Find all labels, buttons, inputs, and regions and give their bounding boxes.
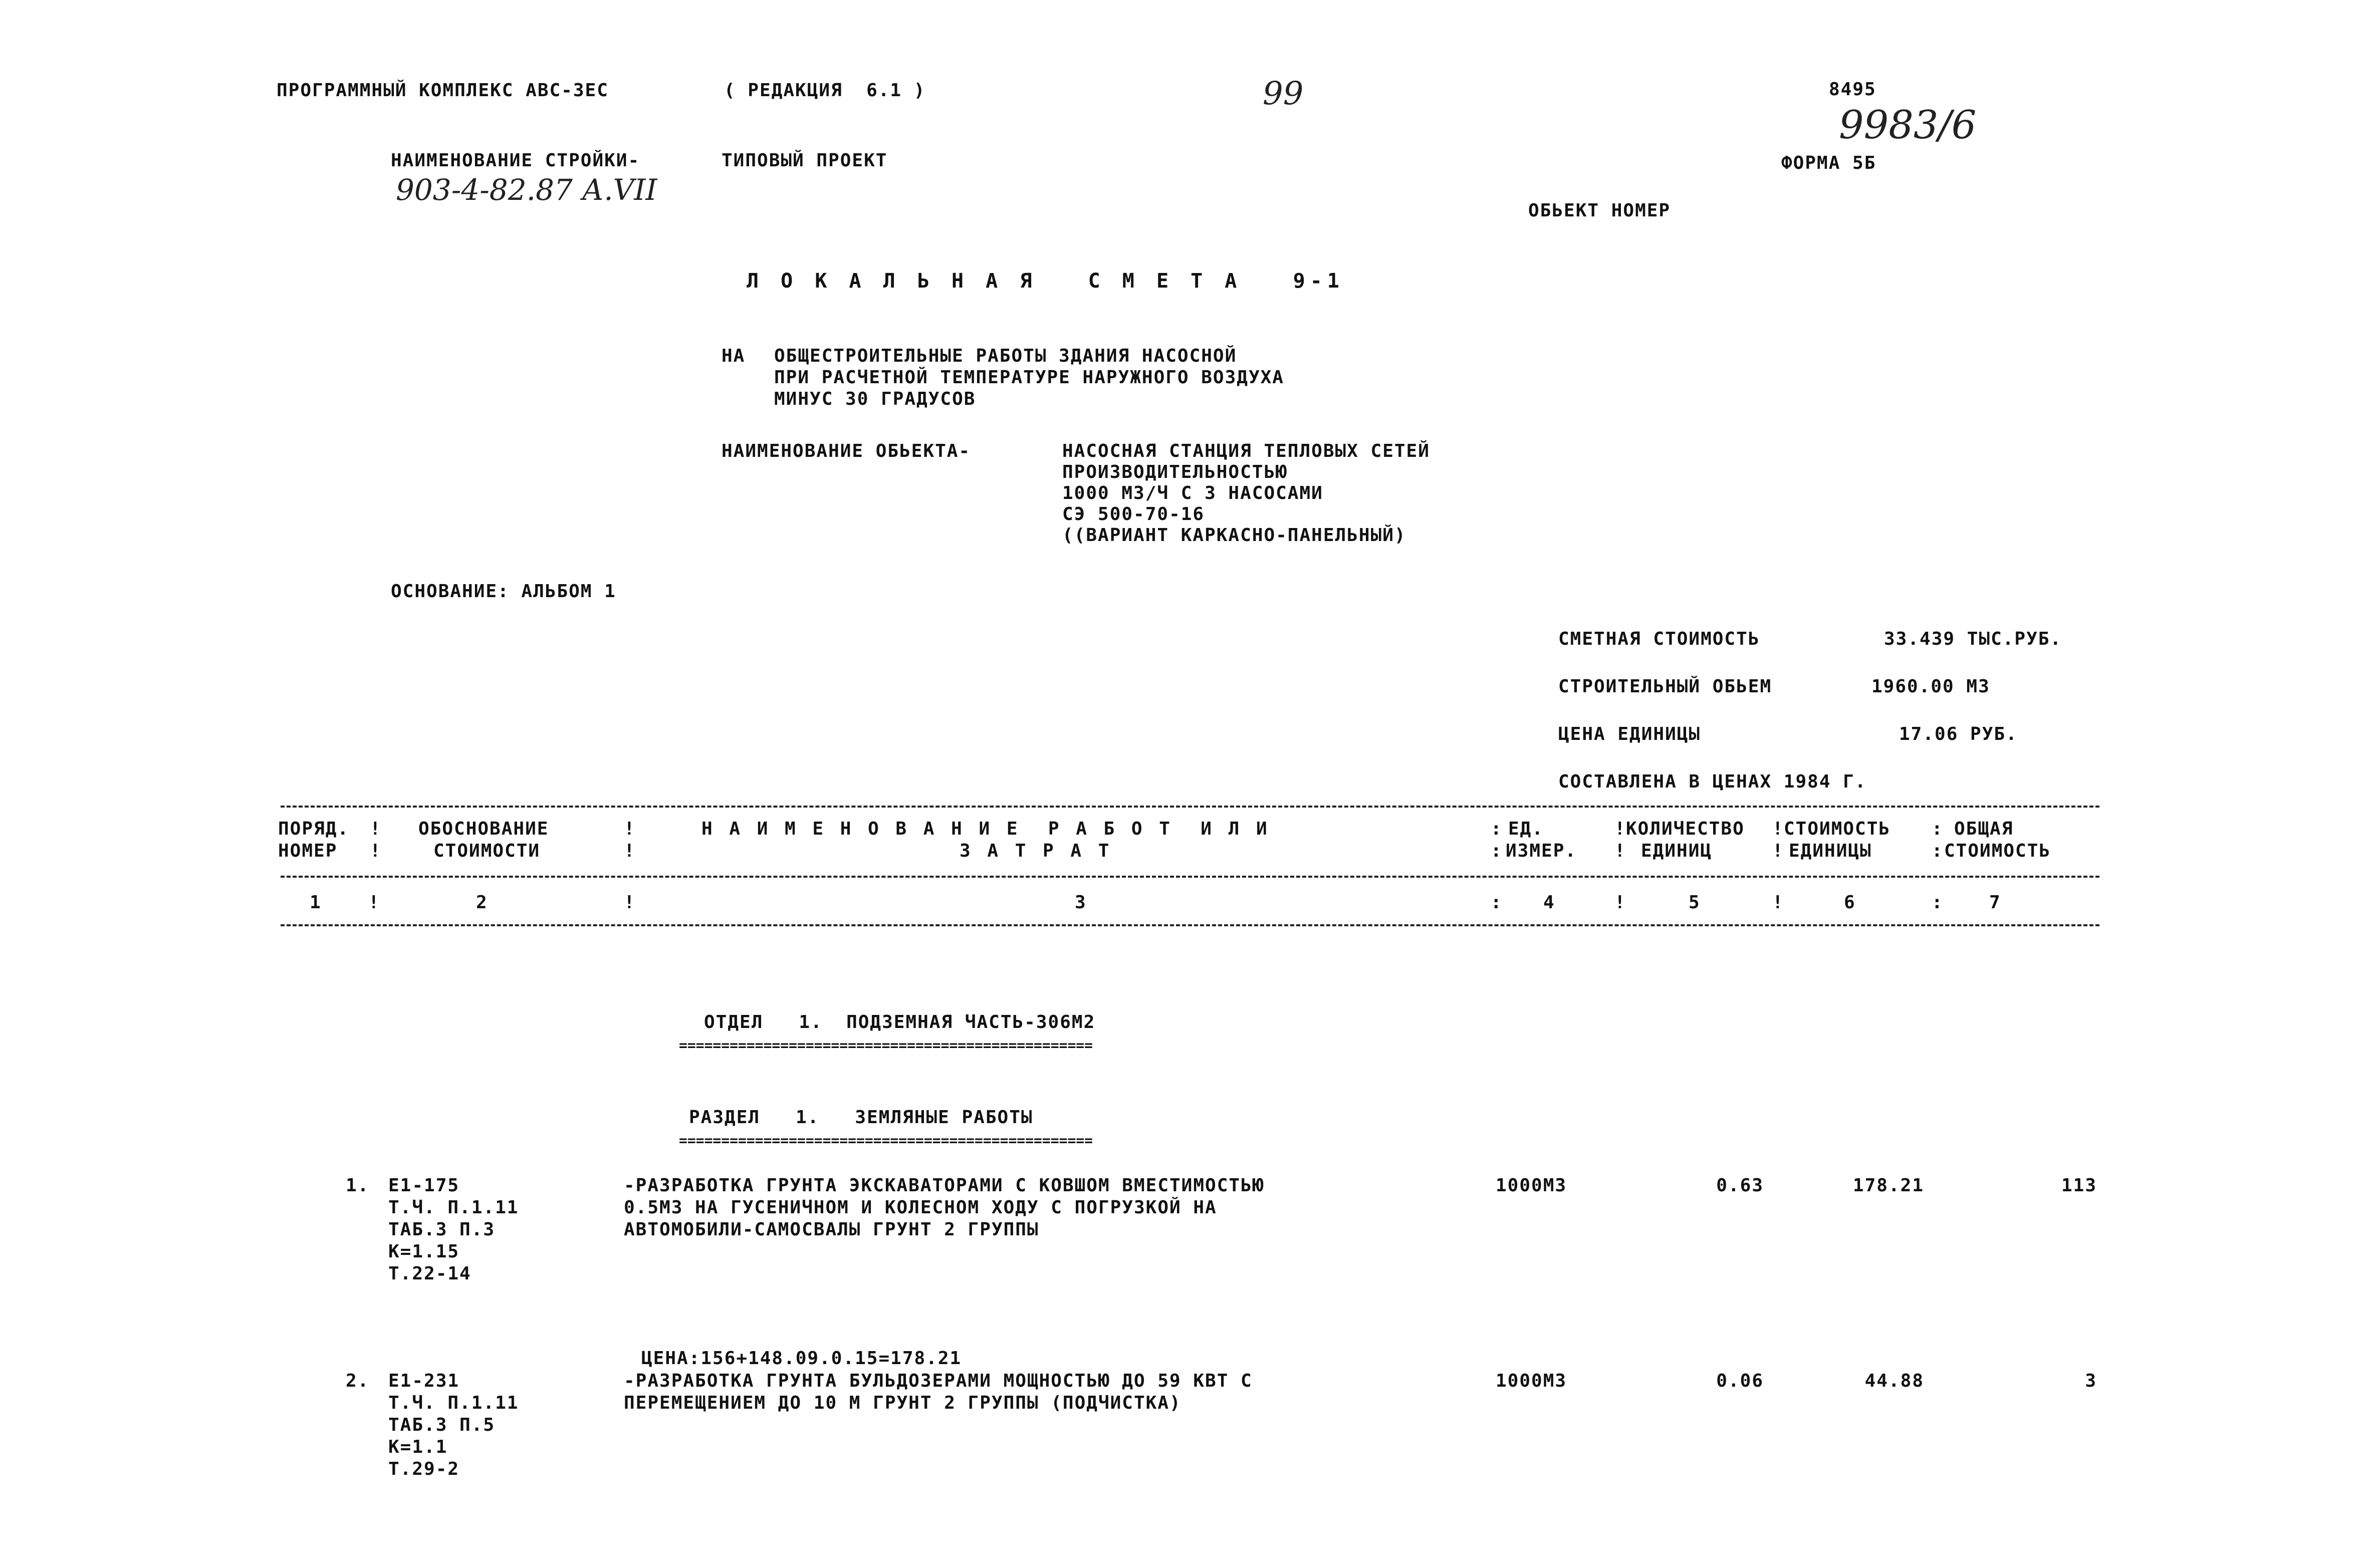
row-total: 113 <box>2061 1175 2097 1196</box>
col-header-qty-1: КОЛИЧЕСТВО <box>1626 819 1745 839</box>
col-header-name-1: Н А И М Е Н О В А Н И Е Р А Б О Т И Л И <box>701 819 1270 839</box>
col-number-2: 2 <box>476 892 488 913</box>
col-header-name-2: З А Т Р А Т <box>960 841 1112 861</box>
price-calculation-note: ЦЕНА:156+148.09.0.15=178.21 <box>641 1348 962 1369</box>
unit-price-label: ЦЕНА ЕДИНИЦЫ <box>1558 724 1701 744</box>
header-separator: : : <box>1491 819 1502 861</box>
row-quantity: 0.06 <box>1716 1371 1764 1391</box>
col-header-basis-2: СТОИМОСТИ <box>433 841 541 861</box>
col-header-unit-2: ИЗМЕР. <box>1506 841 1577 861</box>
col-header-basis-1: ОБОСНОВАНИЕ <box>418 819 549 839</box>
object-line-1: НАСОСНАЯ СТАНЦИЯ ТЕПЛОВЫХ СЕТЕЙ <box>1062 441 1430 461</box>
object-line-4: СЭ 500-70-16 <box>1062 504 1205 525</box>
row-basis-line: К=1.1 <box>388 1437 448 1457</box>
header-separator: ! ! <box>1772 819 1783 861</box>
col-number-separator: : <box>1491 892 1502 913</box>
row-basis-line: Е1-175 <box>388 1175 460 1196</box>
col-number-6: 6 <box>1844 892 1856 913</box>
table-rule-top <box>281 806 2099 808</box>
estimated-cost-label: СМЕТНАЯ СТОИМОСТЬ <box>1558 629 1760 649</box>
subsection-underline: ================================================= <box>679 1133 1093 1148</box>
row-quantity: 0.63 <box>1716 1175 1764 1196</box>
col-header-price-2: ЕДИНИЦЫ <box>1789 841 1872 861</box>
col-number-3: 3 <box>1075 892 1087 913</box>
edition: ( РЕДАКЦИЯ 6.1 ) <box>724 80 926 101</box>
form-label: ФОРМА 5Б <box>1781 153 1876 173</box>
row-basis-line: Т.22-14 <box>388 1263 471 1284</box>
table-rule-bottom <box>281 924 2099 926</box>
col-number-separator: ! <box>1614 892 1625 913</box>
row-unit: 1000М3 <box>1496 1175 1567 1196</box>
row-unit: 1000М3 <box>1496 1371 1567 1391</box>
header-separator: ! ! <box>624 819 635 861</box>
row-total: 3 <box>2085 1371 2097 1391</box>
col-number-separator: ! <box>624 892 635 913</box>
object-line-2: ПРОИЗВОДИТЕЛЬНОСТЬЮ <box>1062 462 1288 482</box>
col-header-order-1: ПОРЯД. <box>278 819 350 839</box>
code-handwritten: 9983/6 <box>1839 103 1977 148</box>
basis-line: ОСНОВАНИЕ: АЛЬБОМ 1 <box>391 581 616 602</box>
col-header-total-1: ОБЩАЯ <box>1954 819 2014 839</box>
header-separator: : : <box>1932 819 1943 861</box>
table-rule-middle <box>281 876 2099 878</box>
purpose-line-3: МИНУС 30 ГРАДУСОВ <box>774 389 976 409</box>
object-name-label: НАИМЕНОВАНИЕ ОБЬЕКТА- <box>722 441 971 461</box>
estimated-cost-value: 33.439 ТЫС.РУБ. <box>1884 629 2062 649</box>
construction-label: НАИМЕНОВАНИЕ СТРОЙКИ- <box>391 150 640 171</box>
col-header-qty-2: ЕДИНИЦ <box>1641 841 1713 861</box>
col-number-1: 1 <box>310 892 322 913</box>
row-basis-line: Е1-231 <box>388 1371 460 1391</box>
col-number-separator: ! <box>368 892 379 913</box>
row-basis-line: Т.Ч. П.1.11 <box>388 1393 519 1413</box>
col-header-unit-1: ЕД. <box>1508 819 1544 839</box>
row-number: 2. <box>346 1371 370 1391</box>
row-basis-line: Т.Ч. П.1.11 <box>388 1197 519 1218</box>
document-heading: Л О К А Л Ь Н А Я С М Е Т А 9-1 <box>747 270 1344 293</box>
header-separator: ! ! <box>1614 819 1625 861</box>
row-work-name-line: 0.5М3 НА ГУСЕНИЧНОМ И КОЛЕСНОМ ХОДУ С ПОГРУЗКОЙ НА <box>624 1197 1217 1218</box>
department-heading: ОТДЕЛ 1. ПОДЗЕМНАЯ ЧАСТЬ-306М2 <box>704 1012 1096 1032</box>
purpose-line-2: ПРИ РАСЧЕТНОЙ ТЕМПЕРАТУРЕ НАРУЖНОГО ВОЗДУХА <box>774 367 1284 388</box>
row-work-name-line: -РАЗРАБОТКА ГРУНТА БУЛЬДОЗЕРАМИ МОЩНОСТЬЮ ДО 59 КВТ С <box>624 1371 1253 1391</box>
header-separator: ! ! <box>370 819 381 861</box>
purpose-line-1: ОБЩЕСТРОИТЕЛЬНЫЕ РАБОТЫ ЗДАНИЯ НАСОСНОЙ <box>774 346 1237 366</box>
row-basis-line: Т.29-2 <box>388 1459 460 1479</box>
row-work-name-line: -РАЗРАБОТКА ГРУНТА ЭКСКАВАТОРАМИ С КОВШОМ ВМЕСТИМОСТЬЮ <box>624 1175 1265 1196</box>
object-line-5: ((ВАРИАНТ КАРКАСНО-ПАНЕЛЬНЫЙ) <box>1062 525 1406 546</box>
volume-value: 1960.00 М3 <box>1871 676 1990 697</box>
col-number-5: 5 <box>1689 892 1701 913</box>
col-number-4: 4 <box>1543 892 1555 913</box>
col-header-price-1: СТОИМОСТЬ <box>1784 819 1891 839</box>
col-header-order-2: НОМЕР <box>278 841 338 861</box>
department-underline: ================================================= <box>679 1038 1093 1053</box>
code-top: 8495 <box>1829 79 1876 100</box>
project-number-handwritten: 903-4-82.87 А.VII <box>396 173 657 207</box>
col-header-total-2: СТОИМОСТЬ <box>1944 841 2051 861</box>
construction-value: ТИПОВЫЙ ПРОЕКТ <box>722 150 888 171</box>
volume-label: СТРОИТЕЛЬНЫЙ ОБЬЕМ <box>1558 676 1772 697</box>
prices-year-note: СОСТАВЛЕНА В ЦЕНАХ 1984 Г. <box>1558 771 1867 792</box>
col-number-separator: ! <box>1772 892 1783 913</box>
row-number: 1. <box>346 1175 370 1196</box>
object-line-3: 1000 М3/Ч С 3 НАСОСАМИ <box>1062 483 1323 503</box>
col-number-7: 7 <box>1989 892 2001 913</box>
unit-price-value: 17.06 РУБ. <box>1899 724 2018 744</box>
row-unit-price: 178.21 <box>1852 1175 1924 1196</box>
row-basis-line: ТАБ.3 П.3 <box>388 1219 496 1240</box>
col-number-separator: : <box>1932 892 1943 913</box>
na-prefix: НА <box>722 346 746 366</box>
row-basis-line: ТАБ.3 П.5 <box>388 1415 496 1435</box>
row-unit-price: 44.88 <box>1864 1371 1924 1391</box>
object-number-label: ОБЬЕКТ НОМЕР <box>1528 200 1671 221</box>
row-work-name-line: АВТОМОБИЛИ-САМОСВАЛЫ ГРУНТ 2 ГРУППЫ <box>624 1219 1039 1240</box>
page-number-handwritten: 99 <box>1263 75 1304 112</box>
program-name: ПРОГРАММНЫЙ КОМПЛЕКС АВС-3ЕС <box>277 80 609 101</box>
subsection-heading: РАЗДЕЛ 1. ЗЕМЛЯНЫЕ РАБОТЫ <box>689 1107 1033 1128</box>
row-basis-line: К=1.15 <box>388 1241 460 1262</box>
row-work-name-line: ПЕРЕМЕЩЕНИЕМ ДО 10 М ГРУНТ 2 ГРУППЫ (ПОДЧИСТКА) <box>624 1393 1181 1413</box>
